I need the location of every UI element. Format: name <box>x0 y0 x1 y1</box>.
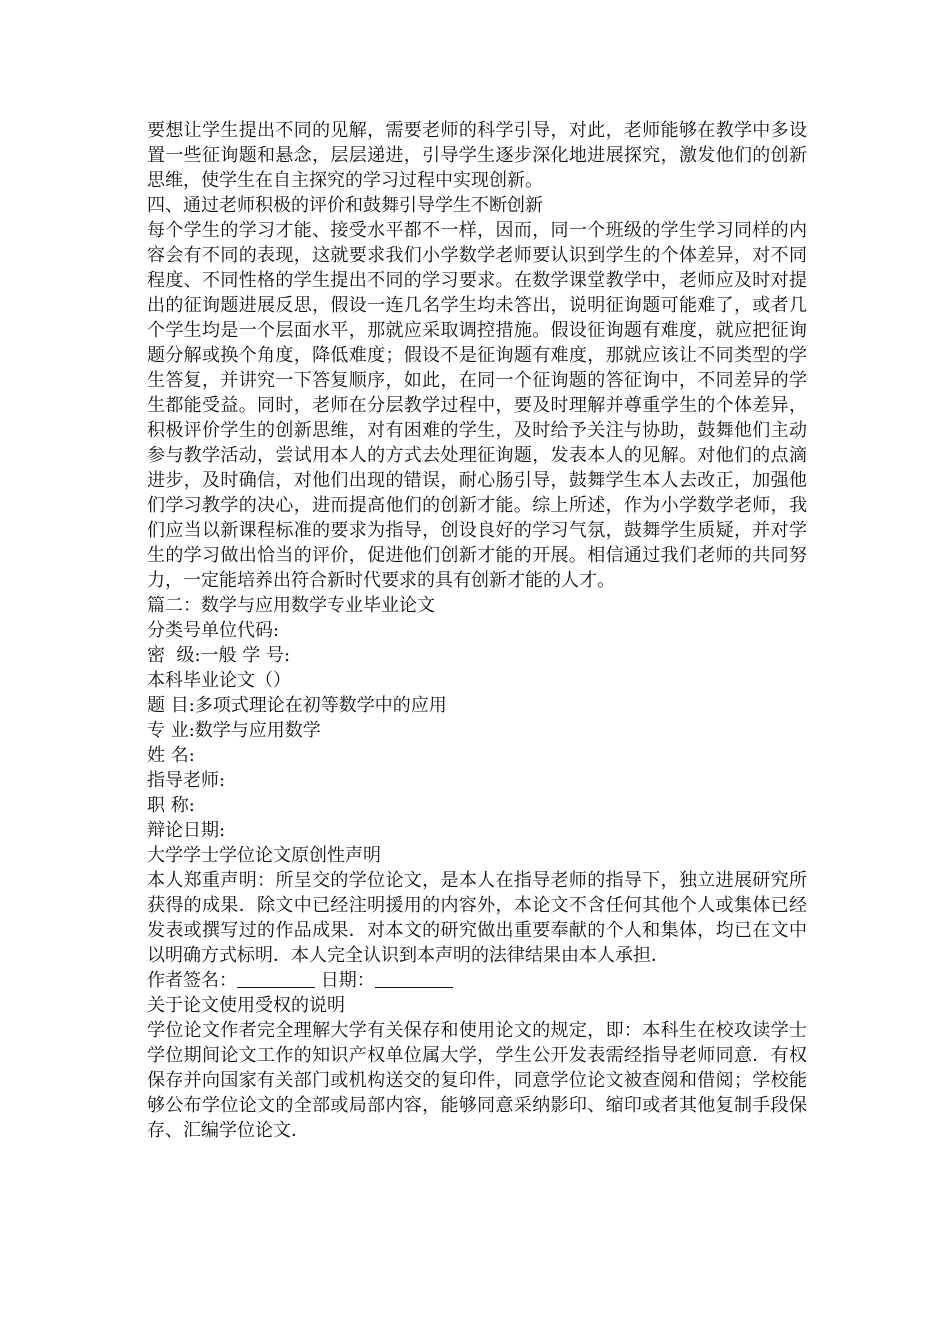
secret-level-line: 密 级:一般 学 号: <box>147 645 291 666</box>
thesis-title-line: 题 目:多项式理论在初等数学中的应用 <box>147 695 447 716</box>
classification-code-line: 分类号单位代码: <box>147 620 280 641</box>
declaration-title: 大学学士学位论文原创性声明 <box>147 845 381 866</box>
thesis-type-line: 本科毕业论文（） <box>147 670 291 691</box>
part-two-title: 篇二：数学与应用数学专业毕业论文 <box>147 595 435 616</box>
paragraph-section-4: 每个学生的学习才能、接受水平都不一样，因而，同一个班级的学生学习同样的内容会有不同的表现，这就要求我们小学数学老师要认识到学生的个体差异，对不同程度、不同性格的学生提出不同的学习要求。在数学课堂教学中，老师应及时对提出的征询题进展反思，假设一连几名学生均未答出，说明征询题可能难了，或者几个学生均是一个层面水平，那就应采取调控措施。假设征询题有难度，就应把征询题分解或换个角度，降低难度；假设不是征询题有难度，那就应该让不同类型的学生答复，并讲究一下答复顺序，如此，在同一个征询题的答征询中，不同差异的学生都能受益。同时，老师在分层教学过程中，要及时理解并尊重学生的个体差异，积极评价学生的创新思维，对有困难的学生，及时给予关注与协助，鼓舞他们主动参与教学活动，尝试用本人的方式去处理征询题，发表本人的见解。对他们的点滴进步，及时确信，对他们出现的错误，耐心肠引导，鼓舞学生本人去改正，加强他们学习教学的决心，进而提高他们的创新才能。综上所述，作为小学数学老师，我们应当以新课程标准的要求为指导，创设良好的学习气氛，鼓舞学生质疑，并对学生的学习做出恰当的评价，促进他们创新才能的开展。相信通过我们老师的共同努力，一定能培养出符合新时代要求的具有创新才能的人才。 <box>147 220 807 591</box>
date-label: 日期： <box>315 970 375 991</box>
document-page <box>147 118 807 1143</box>
signature-label: 作者签名： <box>147 970 237 991</box>
signature-blank <box>237 969 315 988</box>
signature-line <box>147 968 807 993</box>
defense-date-line: 辩论日期: <box>147 820 226 841</box>
section-heading-4: 四、通过老师积极的评价和鼓舞引导学生不断创新 <box>147 195 543 216</box>
name-line: 姓 名: <box>147 745 195 766</box>
declaration-body: 本人郑重声明：所呈交的学位论文，是本人在指导老师的指导下，独立进展研究所获得的成果．除文中已经注明援用的内容外，本论文不含任何其他个人或集体已经发表或撰写过的作品成果．对本文的研究做出重要奉献的个人和集体，均已在文中以明确方式标明．本人完全认识到本声明的法律结果由本人承担． <box>147 870 807 966</box>
authorization-title: 关于论文使用受权的说明 <box>147 995 345 1016</box>
authorization-body: 学位论文作者完全理解大学有关保存和使用论文的规定，即：本科生在校攻读学士学位期间论文工作的知识产权单位属大学，学生公开发表需经指导老师同意．有权保存并向国家有关部门或机构送交的复印件，同意学位论文被查阅和借阅；学校能够公布学位论文的全部或局部内容，能够同意采纳影印、缩印或者其他复制手段保存、汇编学位论文． <box>147 1020 807 1141</box>
advisor-line: 指导老师: <box>147 770 226 791</box>
rank-line: 职 称: <box>147 795 195 816</box>
paragraph-intro: 要想让学生提出不同的见解，需要老师的科学引导，对此，老师能够在教学中多设置一些征询题和悬念，层层递进，引导学生逐步深化地进展探究，激发他们的创新思维，使学生在自主探究的学习过程中实现创新。 <box>147 120 807 191</box>
major-line: 专 业:数学与应用数学 <box>147 720 321 741</box>
date-blank <box>375 969 453 988</box>
